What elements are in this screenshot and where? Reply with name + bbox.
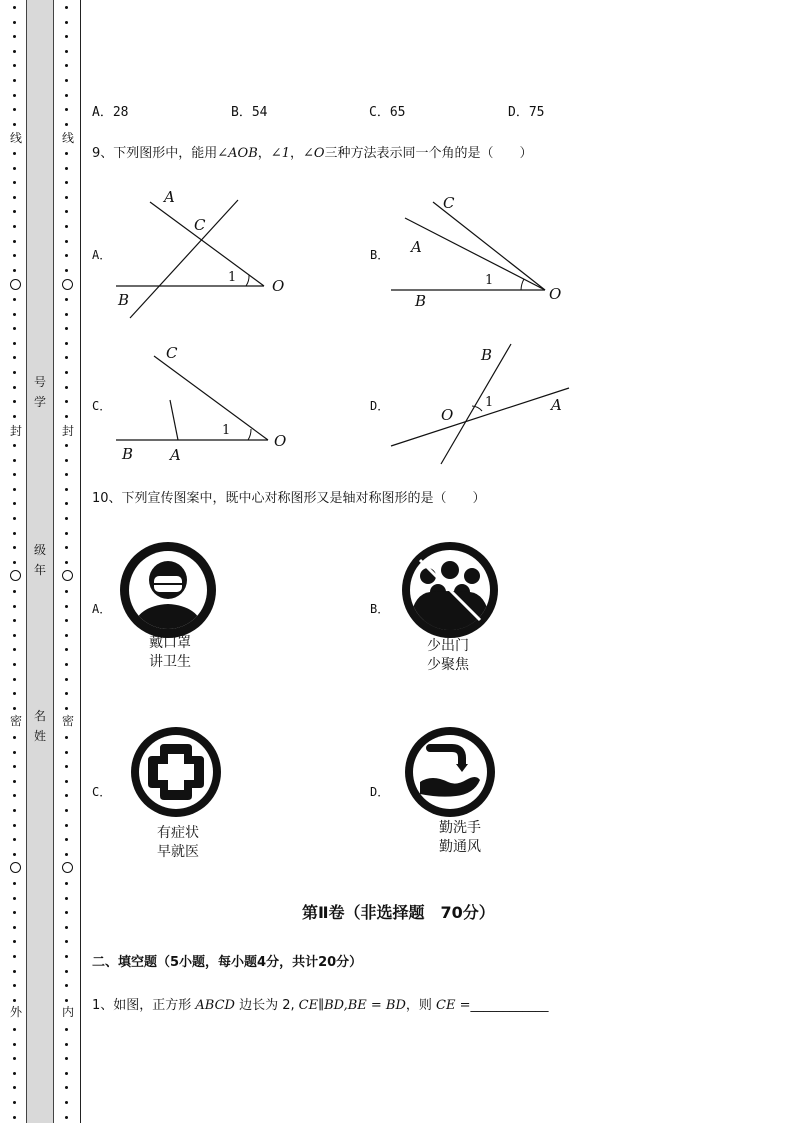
cut-line-dot <box>13 590 16 593</box>
cut-line-dot <box>65 678 68 681</box>
cut-line-dot <box>13 780 16 783</box>
no-gathering-icon <box>400 540 500 640</box>
cut-line-dot <box>65 984 68 987</box>
q10-option-d-label: D． <box>370 785 390 799</box>
cut-line-dot <box>13 794 16 797</box>
right-circle-mark <box>62 570 73 581</box>
cut-line-dot <box>65 240 68 243</box>
cut-line-dot <box>13 546 16 549</box>
cut-line-dot <box>13 911 16 914</box>
svg-text:A: A <box>411 238 422 256</box>
svg-text:C: C <box>443 194 455 212</box>
cut-line-dot <box>13 940 16 943</box>
cut-line-dot <box>65 882 68 885</box>
cut-line-dot <box>65 1086 68 1089</box>
q8-choice-d: D．75 <box>508 105 545 120</box>
right-marker-secret: 密 <box>61 714 74 728</box>
cut-line-dot <box>65 590 68 593</box>
hand-washing-icon <box>400 724 500 820</box>
svg-text:O: O <box>549 285 562 303</box>
cut-line-dot <box>65 692 68 695</box>
cut-line-dot <box>65 210 68 213</box>
left-circle-mark <box>10 862 21 873</box>
svg-text:1: 1 <box>228 270 237 285</box>
left-marker-seal: 封 <box>9 424 22 438</box>
cut-line-dot <box>65 444 68 447</box>
class-label: 级 年 <box>33 543 46 577</box>
cut-line-dot <box>65 35 68 38</box>
q9-option-a-label: A． <box>92 248 112 262</box>
medical-cross-icon <box>126 724 226 820</box>
cut-line-dot <box>13 459 16 462</box>
cut-line-dot <box>65 809 68 812</box>
cut-line-dot <box>13 269 16 272</box>
cut-line-dot <box>65 459 68 462</box>
cut-line-dot <box>65 736 68 739</box>
right-dotted-cut-line <box>60 0 76 1123</box>
q9-figure-b <box>385 186 575 316</box>
cut-line-dot <box>13 824 16 827</box>
cut-line-dot <box>65 269 68 272</box>
cut-line-dot <box>13 35 16 38</box>
q8-choice-a: A．28 <box>92 105 129 120</box>
cut-line-dot <box>65 21 68 24</box>
svg-text:B: B <box>122 445 134 463</box>
svg-text:1: 1 <box>485 273 494 288</box>
cut-line-dot <box>65 50 68 53</box>
svg-text:C: C <box>166 344 178 362</box>
part-two-title: 第Ⅱ卷（非选择题 70分） <box>302 903 495 922</box>
right-marker-line: 线 <box>61 131 74 145</box>
cut-line-dot <box>13 342 16 345</box>
cut-line-dot <box>13 707 16 710</box>
cut-line-dot <box>13 970 16 973</box>
cut-line-dot <box>13 619 16 622</box>
cut-line-dot <box>13 79 16 82</box>
cut-line-dot <box>13 240 16 243</box>
q9-stem: 9、下列图形中，能用∠AOB，∠1，∠O三种方法表示同一个角的是（ ） <box>92 146 533 161</box>
cut-line-dot <box>65 940 68 943</box>
cut-line-dot <box>13 371 16 374</box>
cut-line-dot <box>13 225 16 228</box>
left-circle-mark <box>10 570 21 581</box>
cut-line-dot <box>13 517 16 520</box>
cut-line-dot <box>13 167 16 170</box>
cut-line-dot <box>65 196 68 199</box>
q8-choice-b: B．54 <box>231 105 268 120</box>
cut-line-dot <box>65 1057 68 1060</box>
cut-line-dot <box>65 751 68 754</box>
cut-line-dot <box>13 21 16 24</box>
student-id-label: 号 学 <box>33 375 46 409</box>
left-dotted-cut-line <box>8 0 24 1123</box>
q10-option-a-label: A． <box>92 602 112 616</box>
cut-line-dot <box>65 999 68 1002</box>
cut-line-dot <box>65 502 68 505</box>
cut-line-dot <box>13 984 16 987</box>
cut-line-dot <box>13 94 16 97</box>
cut-line-dot <box>65 94 68 97</box>
cut-line-dot <box>13 1086 16 1089</box>
cut-line-dot <box>65 853 68 856</box>
q9-figure-d <box>385 340 585 470</box>
q8-choice-c: C．65 <box>369 105 406 120</box>
cut-line-dot <box>13 502 16 505</box>
cut-line-dot <box>65 79 68 82</box>
cut-line-dot <box>13 313 16 316</box>
cut-line-dot <box>13 6 16 9</box>
svg-text:C: C <box>194 216 206 234</box>
left-marker-secret: 密 <box>9 714 22 728</box>
cut-line-dot <box>13 926 16 929</box>
cut-line-dot <box>65 327 68 330</box>
cut-line-dot <box>13 50 16 53</box>
cut-line-dot <box>13 400 16 403</box>
cut-line-dot <box>13 196 16 199</box>
cut-line-dot <box>65 415 68 418</box>
cut-line-dot <box>13 1028 16 1031</box>
cut-line-dot <box>65 298 68 301</box>
svg-text:B: B <box>481 346 493 364</box>
cut-line-dot <box>13 648 16 651</box>
cut-line-dot <box>13 444 16 447</box>
cut-line-dot <box>13 605 16 608</box>
cut-line-dot <box>13 634 16 637</box>
cut-line-dot <box>65 605 68 608</box>
cut-line-dot <box>65 619 68 622</box>
fill-in-section-title: 二、填空题（5小题，每小题4分，共计20分） <box>92 955 363 970</box>
cut-line-dot <box>65 473 68 476</box>
student-info-strip <box>26 0 54 1123</box>
q11-stem: 1、如图，正方形 ABCD 边长为 2, CE∥BD,BE = BD，则 CE =____________ <box>92 998 549 1013</box>
svg-text:B: B <box>415 292 427 310</box>
q10-option-b-label: B． <box>370 602 390 616</box>
cut-line-dot <box>65 955 68 958</box>
cut-line-dot <box>65 400 68 403</box>
cut-line-dot <box>13 1116 16 1119</box>
cut-line-dot <box>13 1072 16 1075</box>
q11-answer-blank[interactable]: ____________ <box>470 998 549 1013</box>
q9-option-d-label: D． <box>370 399 390 413</box>
cut-line-dot <box>65 254 68 257</box>
cut-line-dot <box>13 561 16 564</box>
cut-line-dot <box>65 911 68 914</box>
svg-text:A: A <box>164 188 175 206</box>
cut-line-dot <box>65 1028 68 1031</box>
cut-line-dot <box>13 736 16 739</box>
svg-text:1: 1 <box>485 395 494 410</box>
cut-line-dot <box>65 108 68 111</box>
right-marker-seal: 封 <box>61 424 74 438</box>
cut-line-dot <box>13 488 16 491</box>
svg-text:1: 1 <box>222 423 231 438</box>
q10-stem: 10、下列宣传图案中，既中心对称图形又是轴对称图形的是（ ） <box>92 491 486 506</box>
q10-caption-a: 戴口罩 讲卫生 <box>149 635 191 670</box>
cut-line-dot <box>65 181 68 184</box>
cut-line-dot <box>13 64 16 67</box>
right-circle-mark <box>62 862 73 873</box>
cut-line-dot <box>65 707 68 710</box>
cut-line-dot <box>65 794 68 797</box>
mask-person-icon <box>118 540 218 640</box>
cut-line-dot <box>13 838 16 841</box>
cut-line-dot <box>65 313 68 316</box>
cut-line-dot <box>13 897 16 900</box>
left-marker-line: 线 <box>9 131 22 145</box>
cut-line-dot <box>65 488 68 491</box>
name-label: 名 姓 <box>33 709 46 743</box>
q10-caption-c: 有症状 早就医 <box>157 825 199 860</box>
cut-line-dot <box>65 1101 68 1104</box>
cut-line-dot <box>65 342 68 345</box>
svg-text:O: O <box>272 277 285 295</box>
q9-option-b-label: B． <box>370 248 390 262</box>
cut-line-dot <box>65 561 68 564</box>
cut-line-dot <box>65 648 68 651</box>
cut-line-dot <box>13 955 16 958</box>
cut-line-dot <box>65 546 68 549</box>
cut-line-dot <box>65 634 68 637</box>
cut-line-dot <box>65 517 68 520</box>
cut-line-dot <box>13 108 16 111</box>
cut-line-dot <box>13 1057 16 1060</box>
cut-line-dot <box>13 123 16 126</box>
cut-line-dot <box>65 371 68 374</box>
cut-line-dot <box>65 765 68 768</box>
svg-text:A: A <box>551 396 562 414</box>
cut-line-dot <box>13 532 16 535</box>
cut-line-dot <box>13 1043 16 1046</box>
cut-line-dot <box>65 970 68 973</box>
cut-line-dot <box>13 327 16 330</box>
cut-line-dot <box>65 663 68 666</box>
cut-line-dot <box>13 663 16 666</box>
left-marker-outer: 外 <box>9 1005 22 1019</box>
cut-line-dot <box>13 678 16 681</box>
cut-line-dot <box>13 473 16 476</box>
cut-line-dot <box>65 386 68 389</box>
cut-line-dot <box>13 999 16 1002</box>
q9-figure-c <box>108 340 298 470</box>
q10-caption-b: 少出门 少聚焦 <box>427 638 469 673</box>
left-circle-mark <box>10 279 21 290</box>
cut-line-dot <box>13 765 16 768</box>
cut-line-dot <box>65 824 68 827</box>
cut-line-dot <box>13 298 16 301</box>
right-circle-mark <box>62 279 73 290</box>
cut-line-dot <box>65 123 68 126</box>
cut-line-dot <box>13 882 16 885</box>
cut-line-dot <box>13 751 16 754</box>
right-marker-inner: 内 <box>61 1005 74 1019</box>
q10-option-c-label: C． <box>92 785 112 799</box>
cut-line-dot <box>65 1072 68 1075</box>
cut-line-dot <box>13 356 16 359</box>
cut-line-dot <box>13 853 16 856</box>
cut-line-dot <box>65 838 68 841</box>
cut-line-dot <box>65 780 68 783</box>
cut-line-dot <box>13 415 16 418</box>
cut-line-dot <box>65 532 68 535</box>
cut-line-dot <box>65 926 68 929</box>
q9-figure-a <box>108 180 298 322</box>
cut-line-dot <box>65 225 68 228</box>
q10-caption-d: 勤洗手 勤通风 <box>439 820 481 855</box>
cut-line-dot <box>13 1101 16 1104</box>
cut-line-dot <box>13 254 16 257</box>
cut-line-dot <box>13 386 16 389</box>
q9-option-c-label: C． <box>92 399 112 413</box>
cut-line-dot <box>65 152 68 155</box>
margin-rule-line <box>80 0 81 1123</box>
cut-line-dot <box>13 152 16 155</box>
svg-text:B: B <box>118 291 130 309</box>
cut-line-dot <box>65 1043 68 1046</box>
cut-line-dot <box>65 64 68 67</box>
svg-text:O: O <box>274 432 287 450</box>
cut-line-dot <box>65 897 68 900</box>
cut-line-dot <box>13 210 16 213</box>
cut-line-dot <box>13 181 16 184</box>
cut-line-dot <box>65 1116 68 1119</box>
cut-line-dot <box>65 167 68 170</box>
cut-line-dot <box>65 356 68 359</box>
svg-text:A: A <box>170 446 181 464</box>
cut-line-dot <box>13 809 16 812</box>
cut-line-dot <box>13 692 16 695</box>
svg-text:O: O <box>441 406 454 424</box>
cut-line-dot <box>65 6 68 9</box>
